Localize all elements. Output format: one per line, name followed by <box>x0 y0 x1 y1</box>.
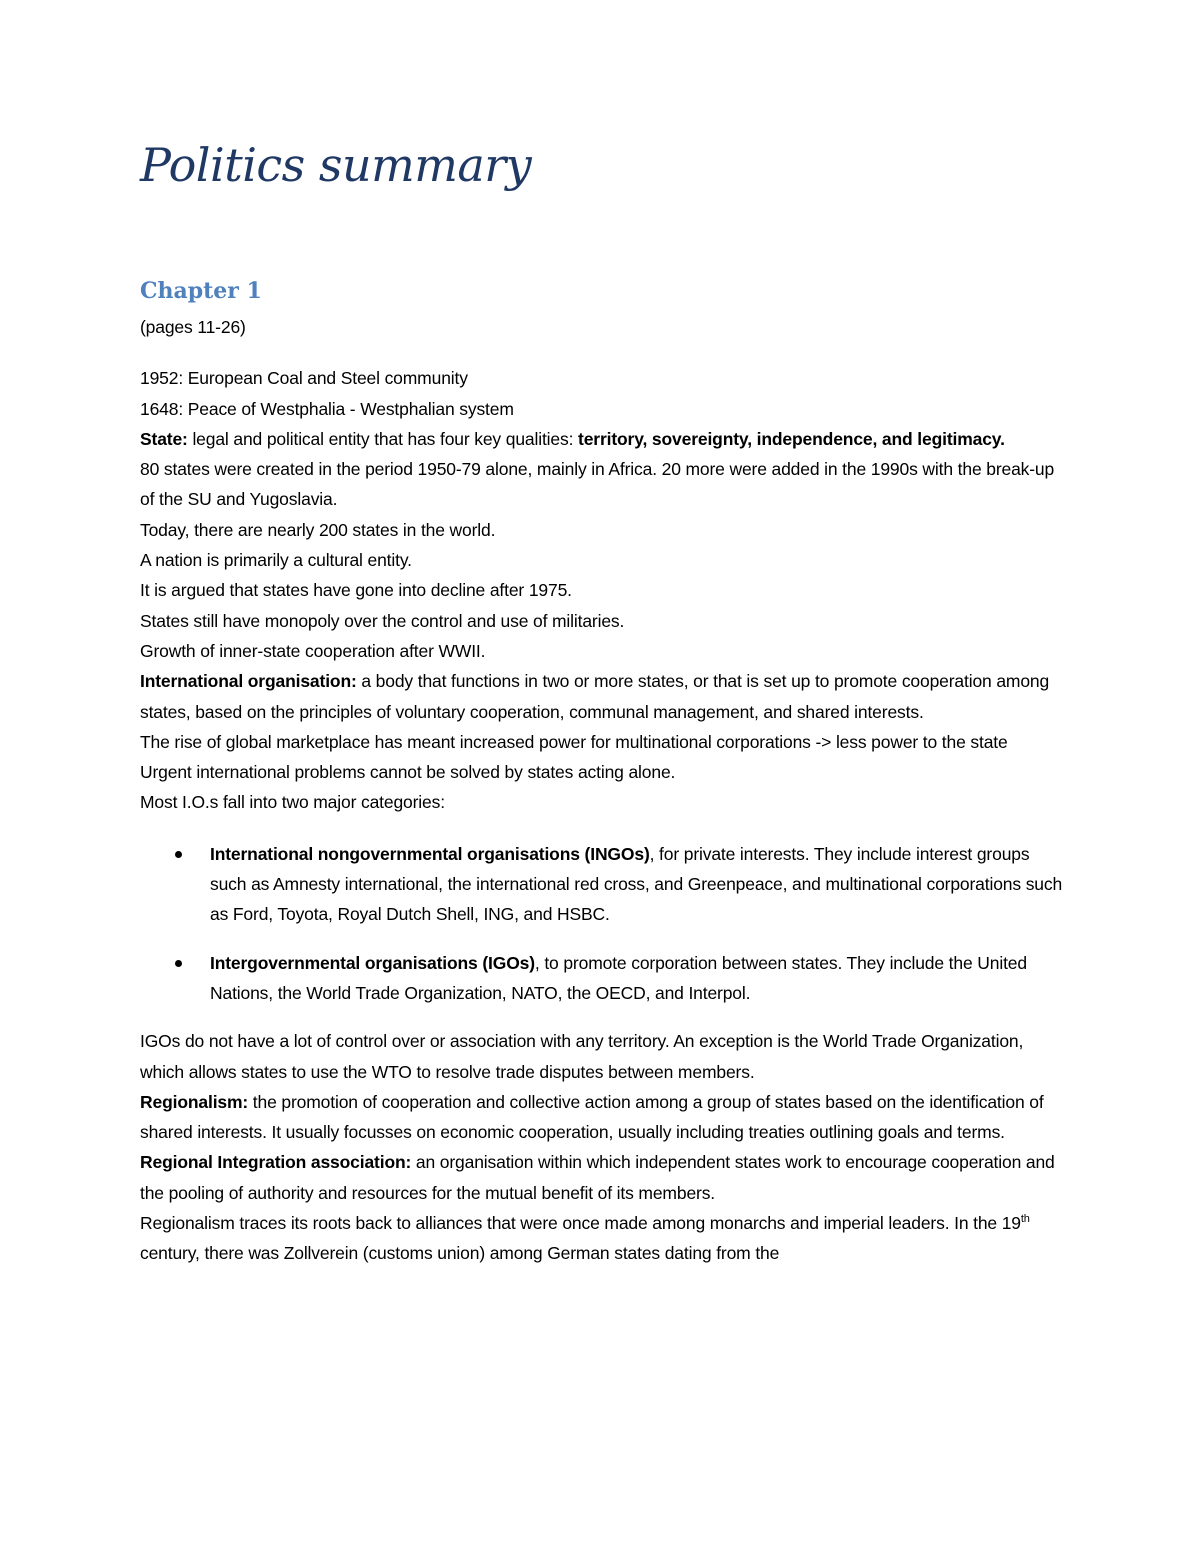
bullet-icon <box>175 851 182 858</box>
line-decline: It is argued that states have gone into decline after 1975. <box>140 580 572 601</box>
ingo-text: , for private interests. They include interest groups such as Amnesty international, the international red cross, and Greenpeace, and multinational corporations such as Ford, Toyota, Royal Dutch Shell, ING, and HSBC. <box>210 843 1063 925</box>
roots-text-b: century, there was Zollverein (customs union) among German states dating from the <box>140 1243 780 1264</box>
regionalism-roots-paragraph <box>140 1208 1070 1269</box>
ordinal-suffix: th <box>1020 1213 1030 1226</box>
page-range: (pages 11-26) <box>140 317 246 337</box>
igo-territory-paragraph: IGOs do not have a lot of control over or association with any territory. An exception is the World Trade Organization, which allows states to use the WTO to resolve trade disputes between members. <box>140 1031 1024 1082</box>
chapter-heading: Chapter 1 <box>140 278 262 304</box>
line-states-created: 80 states were created in the period 1950-79 alone, mainly in Africa. 20 more were added in the 1990s with the break-up of the SU and Yugoslavia. <box>140 459 1055 510</box>
ria-text: an organisation within which independent states work to encourage cooperation and the pooling of authority and resources for the mutual benefit of its members. <box>140 1152 1055 1203</box>
ria-definition <box>140 1147 1070 1208</box>
io-definition <box>140 666 1070 727</box>
line-westphalia: 1648: Peace of Westphalia - Westphalian system <box>140 398 514 419</box>
ingo-term: International nongovernmental organisations (INGOs) <box>210 843 650 864</box>
list-item <box>140 948 1070 1009</box>
igo-term: Intergovernmental organisations (IGOs) <box>210 952 535 973</box>
state-term: State: <box>140 428 188 449</box>
state-text: legal and political entity that has four key qualities: <box>187 428 579 449</box>
line-nation: A nation is primarily a cultural entity. <box>140 550 412 571</box>
line-states-today: Today, there are nearly 200 states in the world. <box>140 519 496 540</box>
state-qualities: territory, sovereignty, independence, and legitimacy. <box>578 428 1005 449</box>
line-marketplace: The rise of global marketplace has meant increased power for multinational corporations -> less power to the state <box>140 731 1008 752</box>
io-term: International organisation: <box>140 671 357 692</box>
line-militaries: States still have monopoly over the control and use of militaries. <box>140 610 625 631</box>
line-categories: Most I.O.s fall into two major categories: <box>140 792 445 813</box>
ria-term: Regional Integration association: <box>140 1152 412 1173</box>
list-item <box>140 839 1070 930</box>
regionalism-text: the promotion of cooperation and collective action among a group of states based on the identification of shared interests. It usually focusses on economic cooperation, usually including treaties outlining goals and terms. <box>140 1091 1044 1143</box>
chapter-body <box>140 312 1070 1269</box>
line-cooperation: Growth of inner-state cooperation after WWII. <box>140 640 486 661</box>
category-list <box>140 839 1070 1008</box>
bullet-icon <box>175 960 182 967</box>
roots-text-a: Regionalism traces its roots back to alliances that were once made among monarchs and imperial leaders. In the 19 <box>140 1213 1021 1234</box>
line-ecsc: 1952: European Coal and Steel community <box>140 368 468 389</box>
regionalism-term: Regionalism: <box>140 1091 249 1112</box>
io-text: a body that functions in two or more states, or that is set up to promote cooperation among states, based on the principles of voluntary cooperation, communal management, and shared interests. <box>140 671 1050 722</box>
line-urgent-problems: Urgent international problems cannot be solved by states acting alone. <box>140 762 676 783</box>
regionalism-definition <box>140 1087 1070 1148</box>
document-title: Politics summary <box>140 138 532 192</box>
state-definition <box>140 424 1070 454</box>
igo-text: , to promote corporation between states. They include the United Nations, the World Trade Organization, NATO, the OECD, and Interpol. <box>210 952 1027 1003</box>
